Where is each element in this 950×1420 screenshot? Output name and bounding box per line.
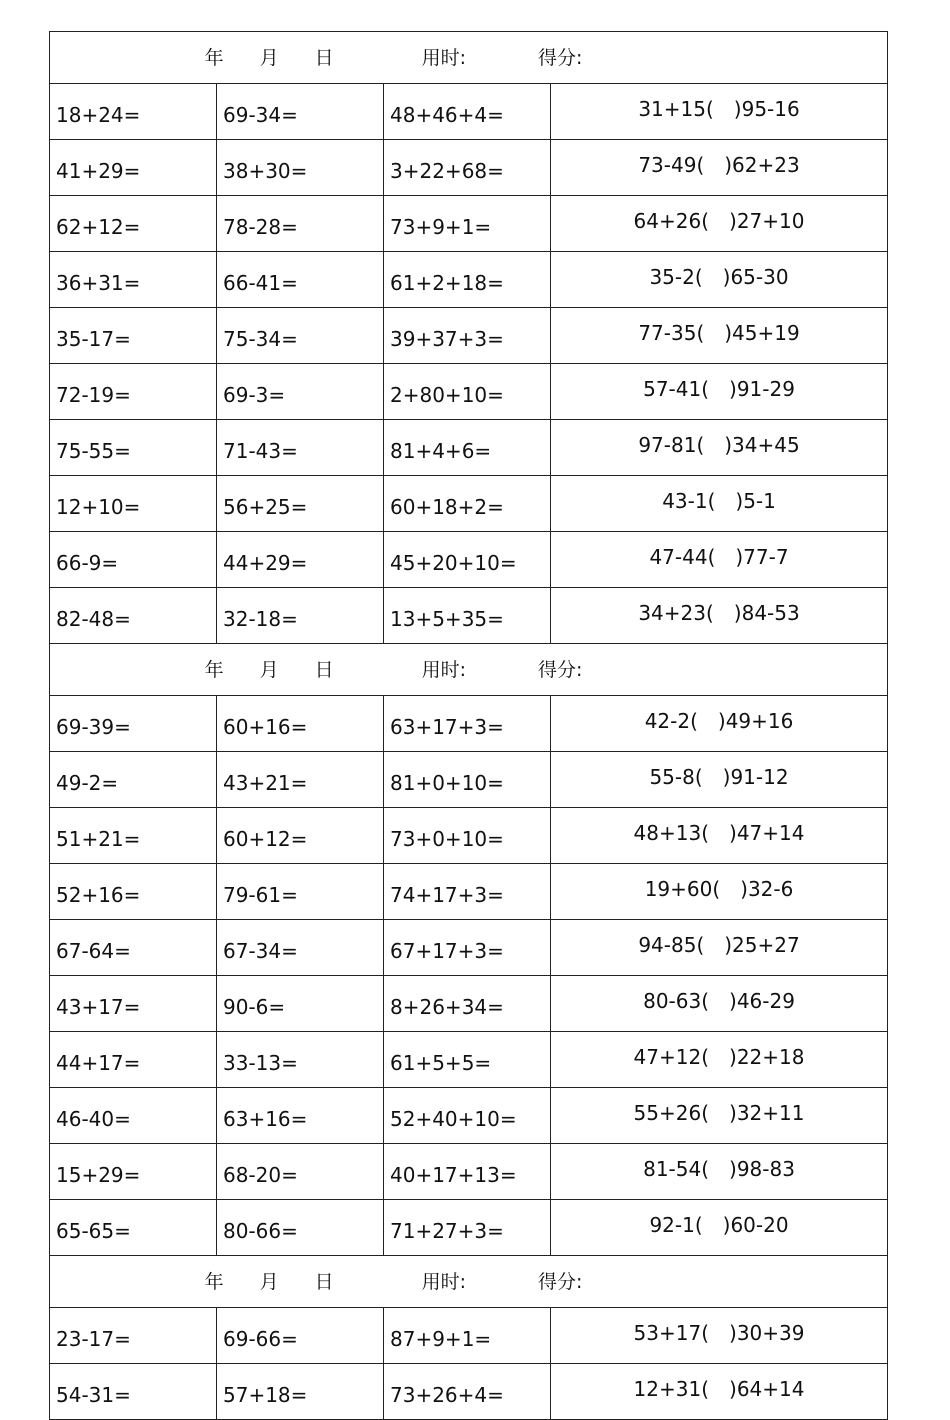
compare-right-expression: )5-1: [735, 488, 776, 513]
problem-row: [50, 532, 888, 588]
problem-cell: 43+17=: [50, 976, 217, 1032]
compare-right-expression: )65-30: [722, 264, 789, 289]
compare-right-expression: )32-6: [740, 876, 794, 901]
compare-cell: [551, 140, 888, 196]
compare-right-expression: )27+10: [729, 208, 805, 233]
problem-cell: 23-17=: [50, 1308, 217, 1364]
problem-row: [50, 308, 888, 364]
compare-cell: [551, 420, 888, 476]
problem-row: [50, 84, 888, 140]
time-used-label: 用时:: [421, 659, 467, 681]
compare-cell: [551, 532, 888, 588]
compare-right-expression: )77-7: [735, 544, 789, 569]
compare-right-expression: )45+19: [724, 320, 800, 345]
problem-cell: 57+18=: [217, 1364, 384, 1420]
problem-cell: 51+21=: [50, 808, 217, 864]
problem-cell: 73+0+10=: [384, 808, 551, 864]
header-cell: [50, 644, 888, 696]
problem-cell: 41+29=: [50, 140, 217, 196]
problem-cell: 44+29=: [217, 532, 384, 588]
compare-right-expression: )98-83: [729, 1156, 795, 1181]
problem-cell: 54-31=: [50, 1364, 217, 1420]
problem-cell: 80-66=: [217, 1200, 384, 1256]
problem-cell: 12+10=: [50, 476, 217, 532]
compare-right-expression: )91-12: [722, 764, 789, 789]
compare-left-expression: 12+31(: [633, 1376, 710, 1401]
worksheet-body: [50, 32, 888, 1420]
compare-left-expression: 19+60(: [644, 876, 721, 901]
compare-left-expression: 53+17(: [633, 1320, 710, 1345]
problem-cell: 60+16=: [217, 696, 384, 752]
compare-cell: [551, 1088, 888, 1144]
problem-cell: 72-19=: [50, 364, 217, 420]
header-row: [50, 1256, 888, 1308]
compare-left-expression: 35-2(: [649, 264, 703, 289]
compare-right-expression: )49+16: [717, 708, 794, 733]
problem-cell: 44+17=: [50, 1032, 217, 1088]
score-label: 得分:: [538, 47, 583, 69]
problem-row: [50, 696, 888, 752]
year-label: 年: [204, 1271, 224, 1293]
problem-cell: 73+9+1=: [384, 196, 551, 252]
problem-cell: 2+80+10=: [384, 364, 551, 420]
compare-left-expression: 42-2(: [644, 708, 698, 733]
problem-row: [50, 420, 888, 476]
problem-row: [50, 1364, 888, 1420]
problem-cell: 63+16=: [217, 1088, 384, 1144]
problem-row: [50, 140, 888, 196]
compare-cell: [551, 864, 888, 920]
problem-cell: 87+9+1=: [384, 1308, 551, 1364]
problem-row: [50, 752, 888, 808]
problem-cell: 90-6=: [217, 976, 384, 1032]
compare-left-expression: 80-63(: [643, 988, 710, 1013]
problem-cell: 61+5+5=: [384, 1032, 551, 1088]
problem-cell: 60+12=: [217, 808, 384, 864]
problem-cell: 33-13=: [217, 1032, 384, 1088]
problem-cell: 81+4+6=: [384, 420, 551, 476]
compare-left-expression: 94-85(: [638, 932, 705, 957]
header-cell: [50, 1256, 888, 1308]
problem-row: [50, 1088, 888, 1144]
problem-row: [50, 864, 888, 920]
problem-cell: 3+22+68=: [384, 140, 551, 196]
year-label: 年: [204, 659, 224, 681]
problem-cell: 52+16=: [50, 864, 217, 920]
problem-row: [50, 364, 888, 420]
compare-left-expression: 34+23(: [638, 600, 714, 625]
compare-left-expression: 73-49(: [638, 152, 705, 177]
problem-row: [50, 920, 888, 976]
problem-row: [50, 196, 888, 252]
problem-row: [50, 588, 888, 644]
problem-cell: 68-20=: [217, 1144, 384, 1200]
problem-row: [50, 1200, 888, 1256]
compare-cell: [551, 308, 888, 364]
compare-right-expression: )60-20: [722, 1212, 789, 1237]
problem-cell: 67-34=: [217, 920, 384, 976]
problem-cell: 43+21=: [217, 752, 384, 808]
day-label: 日: [314, 659, 334, 681]
compare-right-expression: )91-29: [729, 376, 795, 401]
compare-left-expression: 43-1(: [662, 488, 716, 513]
problem-cell: 69-66=: [217, 1308, 384, 1364]
problem-cell: 32-18=: [217, 588, 384, 644]
compare-cell: [551, 976, 888, 1032]
compare-cell: [551, 476, 888, 532]
problem-cell: 36+31=: [50, 252, 217, 308]
year-label: 年: [204, 47, 224, 69]
compare-left-expression: 31+15(: [638, 96, 714, 121]
problem-cell: 67+17+3=: [384, 920, 551, 976]
compare-cell: [551, 84, 888, 140]
problem-cell: 52+40+10=: [384, 1088, 551, 1144]
compare-cell: [551, 364, 888, 420]
problem-cell: 67-64=: [50, 920, 217, 976]
problem-cell: 73+26+4=: [384, 1364, 551, 1420]
worksheet-table: [49, 31, 888, 1420]
compare-cell: [551, 1200, 888, 1256]
compare-right-expression: )47+14: [729, 820, 805, 845]
day-label: 日: [314, 47, 334, 69]
problem-cell: 61+2+18=: [384, 252, 551, 308]
problem-row: [50, 1032, 888, 1088]
problem-row: [50, 1308, 888, 1364]
problem-cell: 75-34=: [217, 308, 384, 364]
month-label: 月: [259, 1271, 279, 1293]
time-used-label: 用时:: [421, 1271, 467, 1293]
problem-cell: 71+27+3=: [384, 1200, 551, 1256]
compare-right-expression: )32+11: [729, 1100, 805, 1125]
compare-cell: [551, 1032, 888, 1088]
compare-left-expression: 47-44(: [649, 544, 716, 569]
problem-cell: 18+24=: [50, 84, 217, 140]
problem-cell: 69-3=: [217, 364, 384, 420]
compare-left-expression: 77-35(: [638, 320, 705, 345]
problem-row: [50, 252, 888, 308]
problem-row: [50, 808, 888, 864]
problem-cell: 13+5+35=: [384, 588, 551, 644]
problem-cell: 49-2=: [50, 752, 217, 808]
problem-cell: 46-40=: [50, 1088, 217, 1144]
problem-cell: 56+25=: [217, 476, 384, 532]
problem-cell: 8+26+34=: [384, 976, 551, 1032]
problem-cell: 45+20+10=: [384, 532, 551, 588]
compare-cell: [551, 1308, 888, 1364]
compare-left-expression: 47+12(: [633, 1044, 710, 1069]
problem-cell: 65-65=: [50, 1200, 217, 1256]
compare-left-expression: 97-81(: [638, 432, 705, 457]
compare-cell: [551, 196, 888, 252]
compare-right-expression: )30+39: [729, 1320, 805, 1345]
compare-cell: [551, 808, 888, 864]
day-label: 日: [314, 1271, 334, 1293]
problem-row: [50, 976, 888, 1032]
compare-right-expression: )62+23: [724, 152, 800, 177]
compare-cell: [551, 696, 888, 752]
problem-cell: 69-34=: [217, 84, 384, 140]
compare-left-expression: 57-41(: [643, 376, 710, 401]
compare-cell: [551, 1364, 888, 1420]
problem-cell: 62+12=: [50, 196, 217, 252]
problem-cell: 63+17+3=: [384, 696, 551, 752]
header-row: [50, 644, 888, 696]
compare-cell: [551, 752, 888, 808]
compare-right-expression: )95-16: [733, 96, 800, 121]
compare-cell: [551, 588, 888, 644]
problem-cell: 60+18+2=: [384, 476, 551, 532]
compare-left-expression: 64+26(: [633, 208, 710, 233]
compare-left-expression: 55+26(: [633, 1100, 710, 1125]
compare-right-expression: )25+27: [724, 932, 800, 957]
problem-cell: 74+17+3=: [384, 864, 551, 920]
problem-row: [50, 1144, 888, 1200]
problem-cell: 66-41=: [217, 252, 384, 308]
problem-cell: 38+30=: [217, 140, 384, 196]
month-label: 月: [259, 659, 279, 681]
compare-cell: [551, 1144, 888, 1200]
month-label: 月: [259, 47, 279, 69]
problem-row: [50, 476, 888, 532]
problem-cell: 75-55=: [50, 420, 217, 476]
compare-left-expression: 55-8(: [649, 764, 703, 789]
problem-cell: 79-61=: [217, 864, 384, 920]
header-cell: [50, 32, 888, 84]
compare-right-expression: )64+14: [729, 1376, 805, 1401]
problem-cell: 66-9=: [50, 532, 217, 588]
header-row: [50, 32, 888, 84]
problem-cell: 35-17=: [50, 308, 217, 364]
compare-left-expression: 81-54(: [643, 1156, 710, 1181]
compare-left-expression: 48+13(: [633, 820, 710, 845]
compare-right-expression: )34+45: [724, 432, 800, 457]
score-label: 得分:: [538, 659, 583, 681]
problem-cell: 48+46+4=: [384, 84, 551, 140]
compare-cell: [551, 252, 888, 308]
compare-cell: [551, 920, 888, 976]
problem-cell: 40+17+13=: [384, 1144, 551, 1200]
time-used-label: 用时:: [421, 47, 467, 69]
score-label: 得分:: [538, 1271, 583, 1293]
problem-cell: 15+29=: [50, 1144, 217, 1200]
problem-cell: 39+37+3=: [384, 308, 551, 364]
compare-right-expression: )22+18: [729, 1044, 805, 1069]
compare-right-expression: )84-53: [733, 600, 800, 625]
problem-cell: 69-39=: [50, 696, 217, 752]
compare-right-expression: )46-29: [729, 988, 795, 1013]
problem-cell: 78-28=: [217, 196, 384, 252]
problem-cell: 71-43=: [217, 420, 384, 476]
compare-left-expression: 92-1(: [649, 1212, 703, 1237]
problem-cell: 81+0+10=: [384, 752, 551, 808]
problem-cell: 82-48=: [50, 588, 217, 644]
